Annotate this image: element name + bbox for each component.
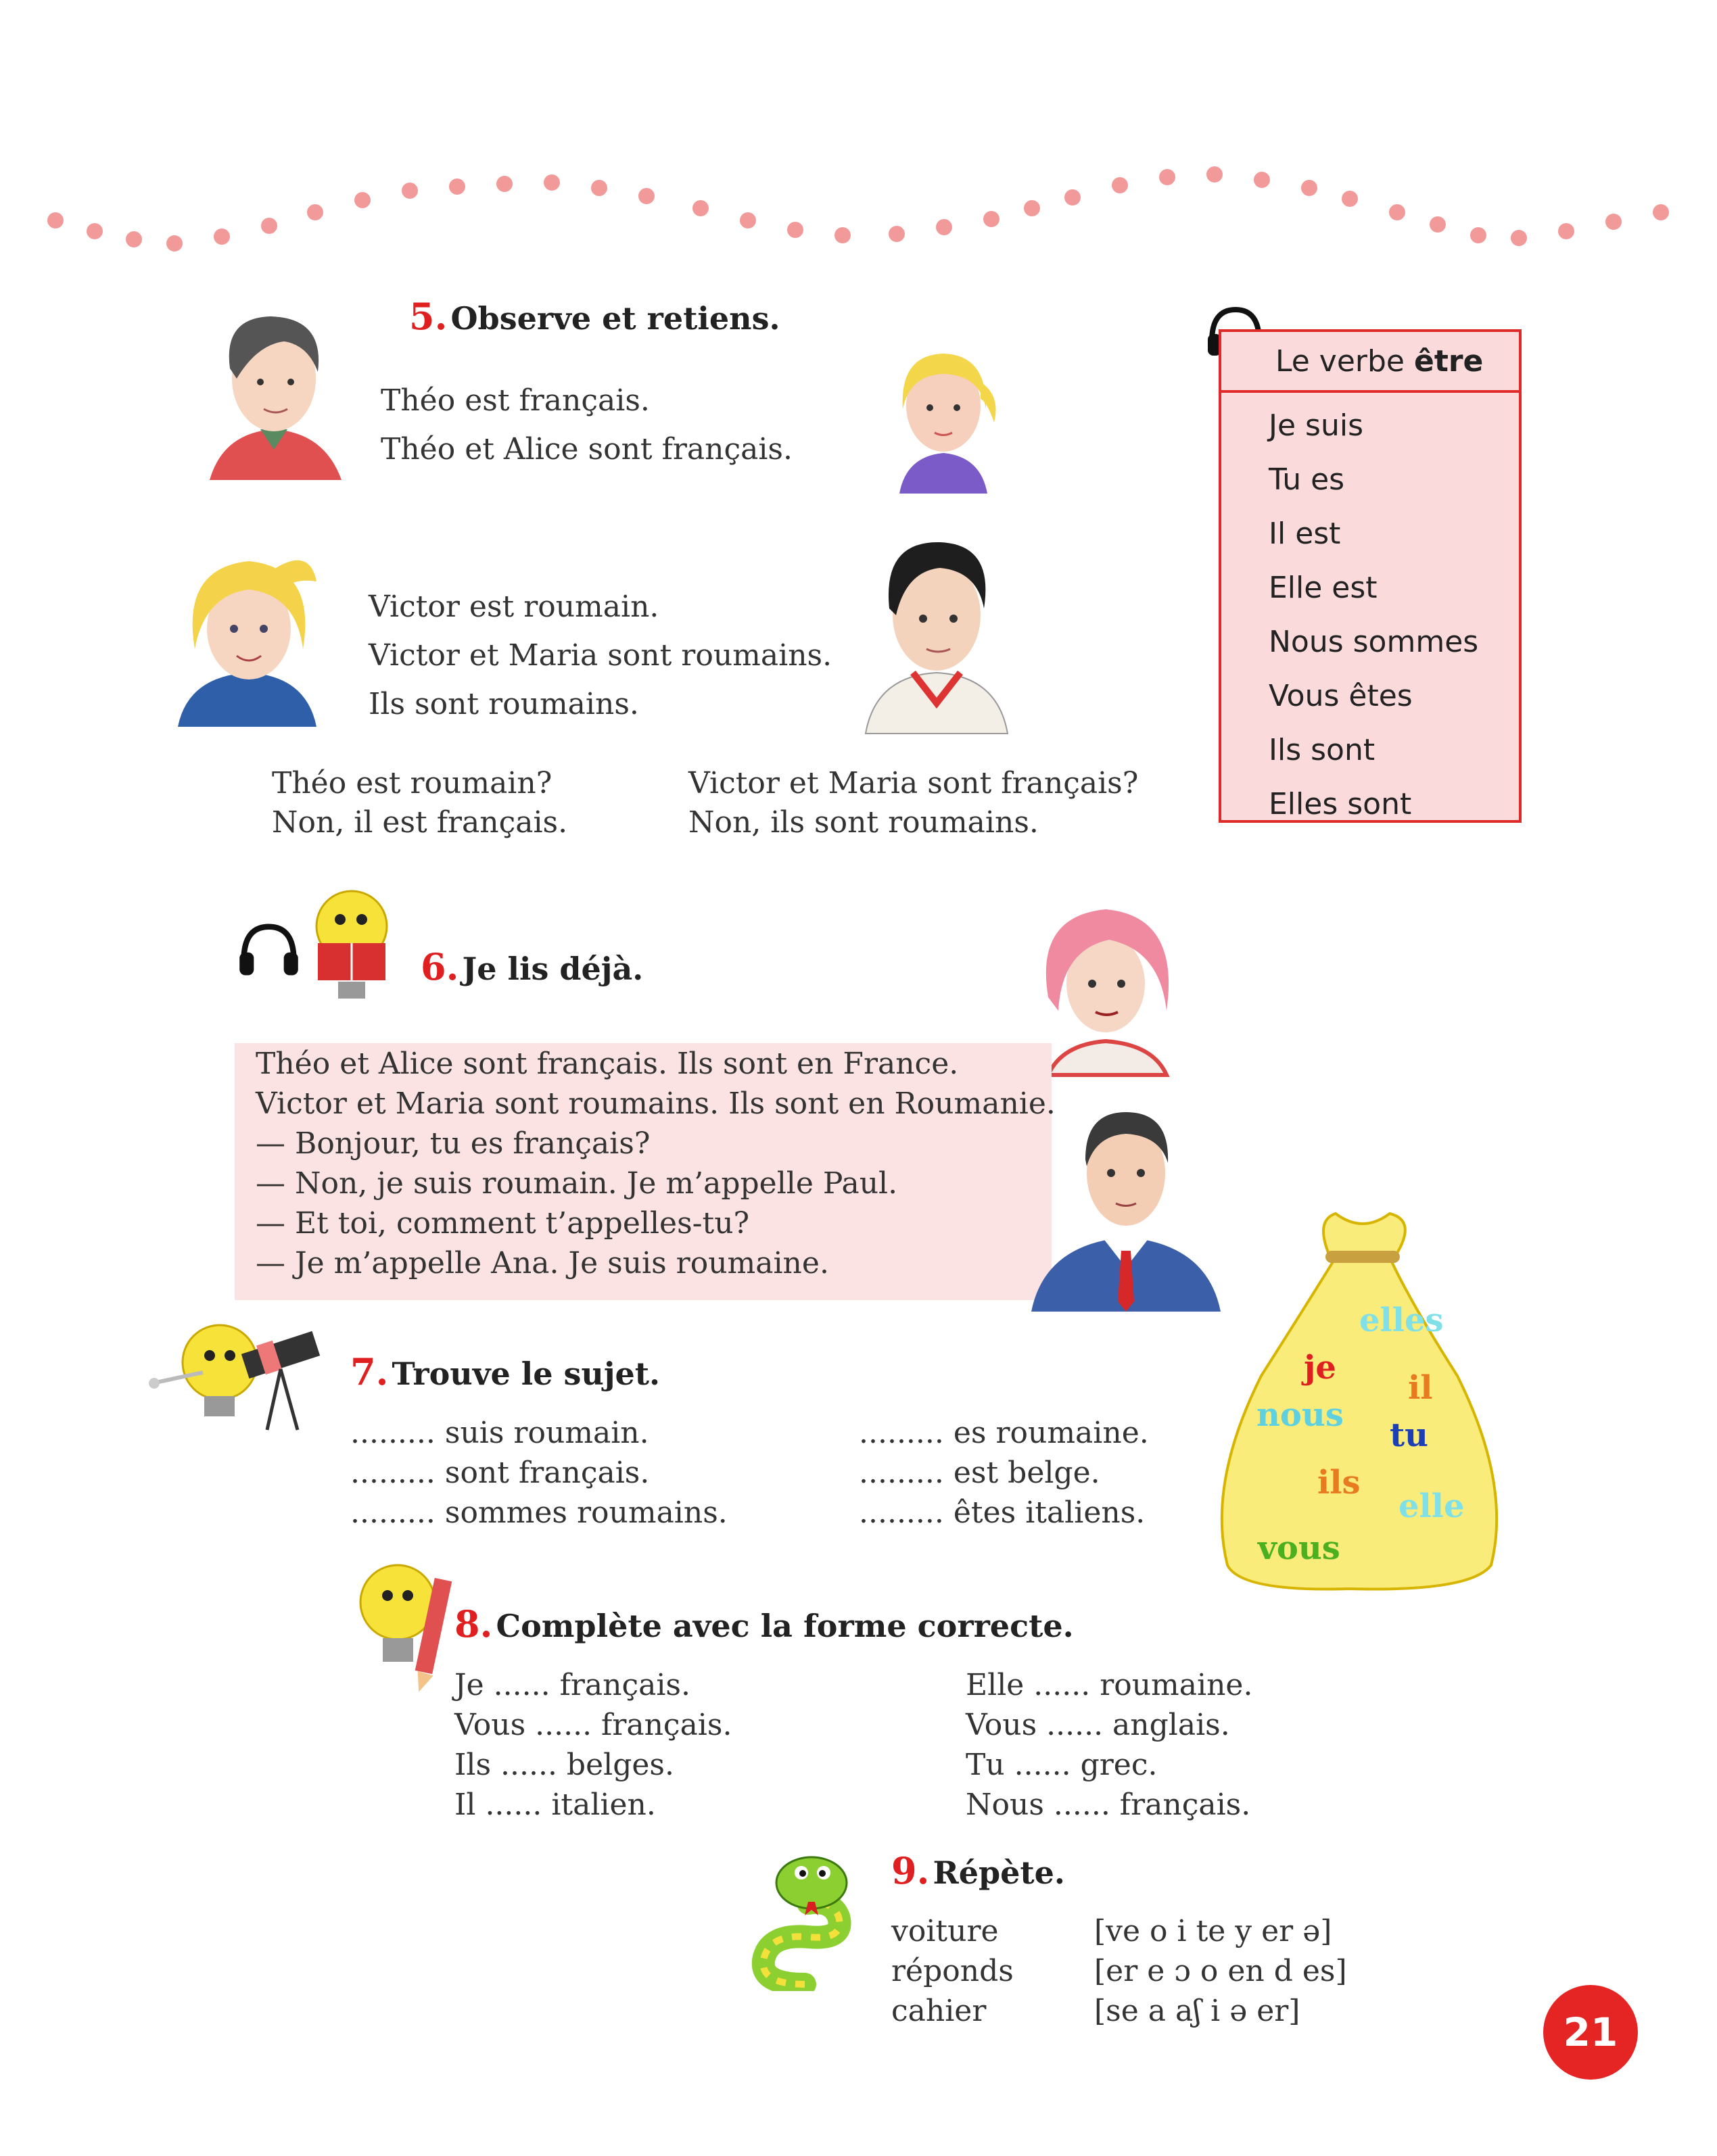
fill-in-line[interactable]: ......... suis roumain. (350, 1416, 649, 1450)
bag-word-ils[interactable]: ils (1317, 1464, 1361, 1502)
ex9-words (891, 1911, 1014, 2031)
phonetic-line: [er e ɔ o en d es] (1094, 1954, 1347, 1988)
text-line: Non, ils sont roumains. (688, 805, 1039, 840)
verb-form: Elle est (1269, 571, 1378, 605)
ex5-qa-left (272, 764, 567, 842)
fill-in-line[interactable]: ......... est belge. (859, 1456, 1100, 1490)
verb-title-prefix: Le verbe (1275, 344, 1414, 379)
boy-portrait-theo (196, 304, 352, 487)
lightbulb-pencil-icon (357, 1552, 455, 1697)
exercise-8-heading (454, 1602, 1074, 1646)
fill-in-line[interactable]: Nous ...... français. (966, 1788, 1251, 1822)
exercise-number: 9. (891, 1849, 930, 1892)
ex5-sentences-a (381, 381, 793, 470)
fill-in-line[interactable]: ......... êtes italiens. (859, 1495, 1146, 1530)
fill-in-line[interactable]: Tu ...... grec. (966, 1748, 1158, 1782)
lightbulb-telescope-icon (142, 1318, 331, 1437)
bag-word-elle[interactable]: elle (1398, 1487, 1465, 1525)
verb-form: Il est (1269, 517, 1341, 551)
fill-in-line[interactable]: Je ...... français. (454, 1668, 690, 1702)
girl-portrait-maria (174, 541, 323, 730)
bag-word-nous[interactable]: nous (1256, 1396, 1344, 1434)
text-line: — Je m’appelle Ana. Je suis roumaine. (256, 1246, 829, 1280)
fill-in-line[interactable]: Elle ...... roumaine. (966, 1668, 1253, 1702)
text-line: Théo est roumain? (272, 766, 552, 800)
exercise-title: Observe et retiens. (450, 300, 780, 337)
exercise-title: Trouve le sujet. (392, 1356, 660, 1392)
bag-word-vous[interactable]: vous (1258, 1529, 1340, 1567)
text-line: Théo est français. (381, 383, 650, 418)
text-line: — Et toi, comment t’appelles-tu? (256, 1206, 750, 1241)
fill-in-line[interactable]: Vous ...... français. (454, 1708, 732, 1742)
text-line: Victor et Maria sont roumains. (369, 638, 832, 673)
text-line: Non, il est français. (272, 805, 568, 840)
girl-portrait-alice (886, 335, 1001, 497)
exercise-number: 5. (409, 295, 448, 338)
exercise-6-heading (421, 945, 643, 988)
verb-form: Je suis (1269, 408, 1363, 443)
fill-in-line[interactable]: ......... es roumaine. (859, 1416, 1149, 1450)
bag-word-elles[interactable]: elles (1359, 1301, 1444, 1339)
ex7-left-column (350, 1413, 728, 1533)
exercise-title: Répète. (933, 1854, 1065, 1891)
fill-in-line[interactable]: Ils ...... belges. (454, 1748, 674, 1782)
page-number: 21 (1543, 1985, 1638, 2080)
bag-word-je[interactable]: je (1304, 1349, 1336, 1387)
bag-word-il[interactable]: il (1408, 1369, 1433, 1407)
ex8-left-column (454, 1665, 732, 1825)
verb-form: Vous êtes (1269, 679, 1413, 713)
text-line: — Bonjour, tu es français? (256, 1126, 651, 1161)
ex8-right-column (966, 1665, 1252, 1825)
verb-forms-list (1221, 393, 1519, 832)
ex5-qa-right (688, 764, 1138, 842)
exercise-number: 7. (350, 1350, 389, 1393)
exercise-5-heading (409, 295, 780, 338)
snake-icon (744, 1849, 866, 1991)
repeat-word: voiture (891, 1914, 999, 1948)
text-line: Victor et Maria sont roumains. Ils sont en Roumanie. (256, 1086, 1056, 1121)
verb-form: Elles sont (1269, 787, 1412, 821)
text-line: Théo et Alice sont français. Ils sont en France. (256, 1047, 959, 1081)
headphones-icon[interactable] (237, 921, 301, 978)
text-line: Victor est roumain. (369, 590, 659, 624)
lightbulb-reading-icon (308, 886, 396, 1004)
ex7-right-column (859, 1413, 1149, 1533)
text-line: Victor et Maria sont français? (688, 766, 1139, 800)
fill-in-line[interactable]: Vous ...... anglais. (966, 1708, 1230, 1742)
ex5-sentences-b (369, 587, 832, 725)
exercise-number: 8. (454, 1602, 493, 1646)
exercise-number: 6. (421, 945, 459, 988)
verb-form: Ils sont (1269, 733, 1375, 767)
phonetic-line: [ve o i te y er ə] (1094, 1914, 1332, 1948)
verb-title-bold: être (1413, 344, 1484, 379)
text-line: — Non, je suis roumain. Je m’appelle Paul. (256, 1166, 898, 1201)
reading-text (256, 1044, 1056, 1283)
bag-word-tu[interactable]: tu (1390, 1416, 1429, 1454)
repeat-word: cahier (891, 1994, 987, 2028)
verb-form: Tu es (1269, 462, 1345, 497)
fill-in-line[interactable]: ......... sommes roumains. (350, 1495, 728, 1530)
man-portrait (1025, 1099, 1227, 1315)
exercise-title: Je lis déjà. (462, 951, 644, 987)
exercise-9-heading (891, 1849, 1065, 1892)
verb-etre-table (1219, 329, 1522, 823)
verb-form: Nous sommes (1269, 625, 1479, 659)
text-line: Théo et Alice sont français. (381, 432, 793, 466)
ex9-phonetics (1094, 1911, 1347, 2031)
phonetic-line: [se a aʃ i ə er] (1094, 1994, 1300, 2028)
repeat-word: réponds (891, 1954, 1014, 1988)
boy-portrait-victor (855, 534, 1018, 737)
text-line: Ils sont roumains. (369, 687, 639, 721)
decorative-dot-wave (0, 155, 1717, 277)
verb-table-title (1221, 332, 1519, 393)
exercise-title: Complète avec la forme correcte. (496, 1608, 1074, 1644)
fill-in-line[interactable]: Il ...... italien. (454, 1788, 656, 1822)
fill-in-line[interactable]: ......... sont français. (350, 1456, 650, 1490)
exercise-7-heading (350, 1350, 660, 1393)
